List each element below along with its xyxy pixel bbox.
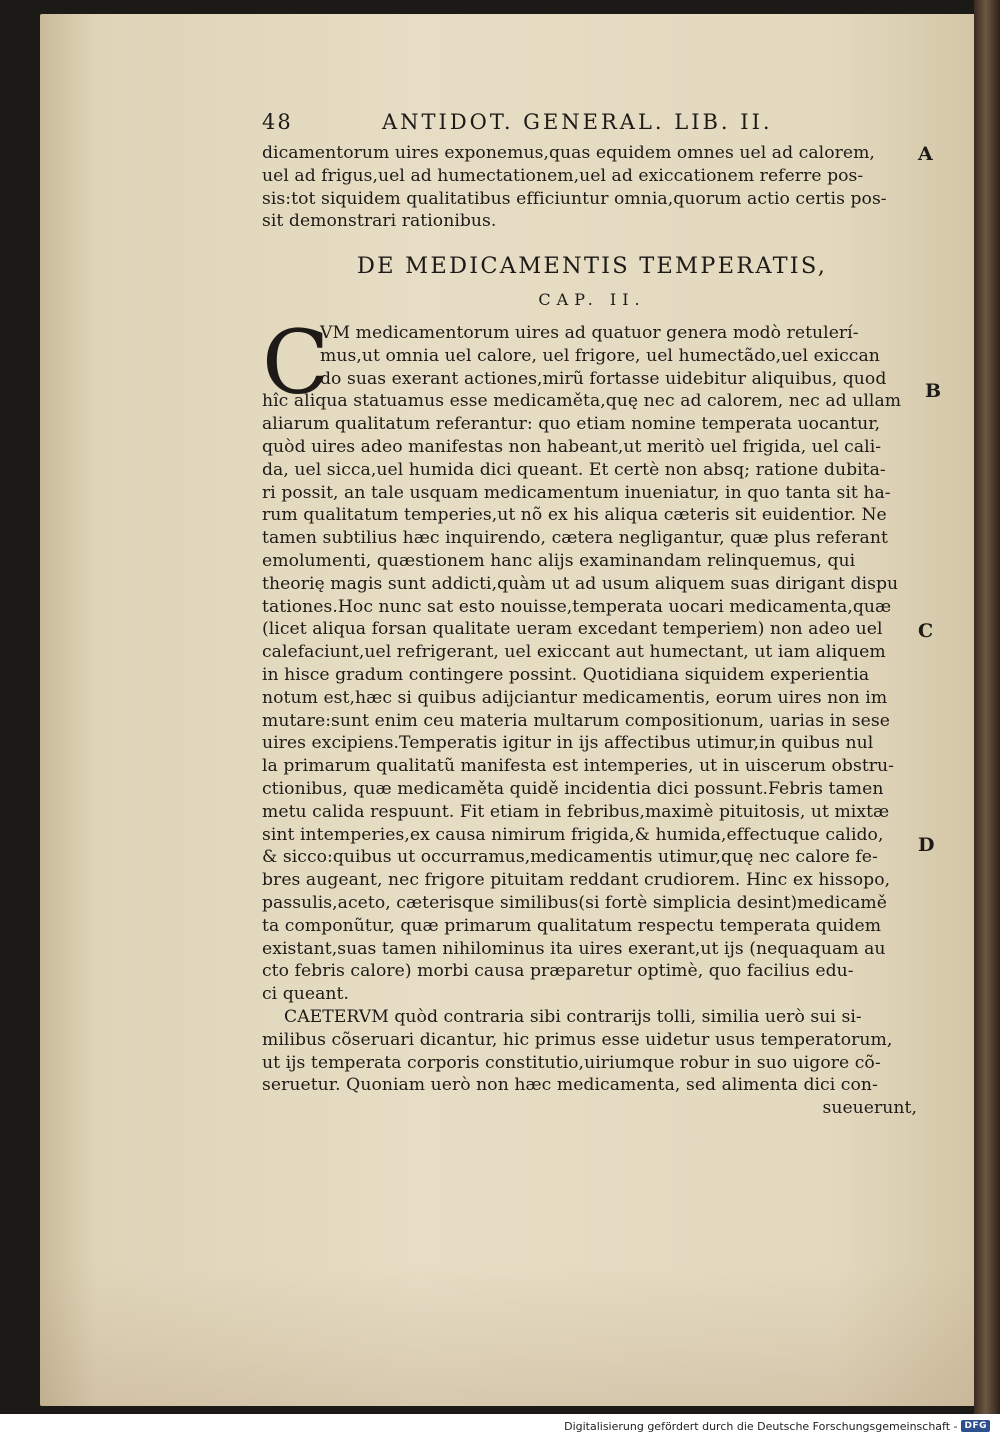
- text-line: (licet aliqua forsan qualitate ueram excedant temperiem) non adeo uel: [262, 619, 883, 640]
- text-line: rum qualitatum temperies,ut nõ ex his aliqua cæteris sit euidentior. Ne: [262, 505, 887, 526]
- text-line: & sicco:quibus ut occurramus,medicamentis utimur,quę nec calore fe-: [262, 847, 878, 868]
- text-line: milibus cõseruari dicantur, hic primus esse uidetur usus temperatorum,: [262, 1029, 893, 1050]
- chapter-number: CAP. II.: [538, 290, 646, 309]
- digitization-credit: [564, 1417, 990, 1435]
- book-edge: [974, 0, 1000, 1414]
- credit-text: Digitalisierung gefördert durch die Deutsche Forschungsgemeinschaft -: [564, 1419, 958, 1433]
- text-line: da, uel sicca,uel humida dici queant. Et certè non absq; ratione dubita-: [262, 459, 886, 480]
- text-line: existant,suas tamen nihilominus ita uires exerant,ut ijs (nequaquam au: [262, 938, 886, 959]
- text-line: ta componũtur, quæ primarum qualitatum respectu temperata quidem: [262, 915, 882, 936]
- text-line: uel ad frigus,uel ad humectationem,uel ad exiccationem referre pos-: [262, 165, 864, 186]
- catchword: sueuerunt,: [822, 1098, 917, 1119]
- text-line: quòd uires adeo manifestas non habeant,ut meritò uel frigida, uel cali-: [262, 436, 882, 457]
- dfg-logo: DFG: [961, 1420, 990, 1432]
- text-line: mutare:sunt enim ceu materia multarum compositionum, uarias in sese: [262, 710, 890, 731]
- text-line: do suas exerant actiones,mirũ fortasse uidebitur aliquibus, quod: [320, 368, 887, 389]
- text-line: mus,ut omnia uel calore, uel frigore, uel humectãdo,uel exiccan: [320, 345, 880, 366]
- margin-letter: C: [918, 620, 934, 642]
- text-line: theorię magis sunt addicti,quàm ut ad usum aliquem suas dirigant dispu: [262, 573, 899, 594]
- text-line: sint intemperies,ex causa nimirum frigida,& humida,effectuque calido,: [262, 824, 884, 845]
- text-line: emolumenti, quæstionem hanc alijs examinandam relinquemus, qui: [262, 550, 856, 571]
- text-line: ri possit, an tale usquam medicamentum inueniatur, in quo tanta sit ha-: [262, 482, 891, 503]
- text-line: sit demonstrari rationibus.: [262, 211, 497, 232]
- running-title: ANTIDOT. GENERAL. LIB. II.: [382, 110, 773, 134]
- text-line: ctionibus, quæ medicaměta quidě incidentia dici possunt.Febris tamen: [262, 778, 884, 799]
- text-line: la primarum qualitatũ manifesta est intemperies, ut in uiscerum obstru-: [262, 756, 895, 777]
- text-line: seruetur. Quoniam uerò non hæc medicamenta, sed alimenta dici con-: [262, 1075, 878, 1096]
- text-line: dicamentorum uires exponemus,quas equidem omnes uel ad calorem,: [262, 143, 875, 163]
- margin-letter: D: [918, 834, 935, 856]
- text-line: passulis,aceto, cæterisque similibus(si fortè simplicia desint)medicamě: [262, 892, 887, 913]
- text-line: metu calida respuunt. Fit etiam in febribus,maximè pituitosis, ut mixtæ: [262, 801, 890, 822]
- chapter-body: [262, 311, 917, 1120]
- text-line: CAETERVM quòd contraria sibi contrarijs tolli, similia uerò sui si-: [284, 1006, 862, 1027]
- text-line: aliarum qualitatum referantur: quo etiam nomine temperata uocantur,: [262, 414, 881, 435]
- text-line: tationes.Hoc nunc sat esto nouisse,temperata uocari medicamenta,quæ: [262, 596, 892, 617]
- text-line: calefaciunt,uel refrigerant, uel exiccant aut humectant, ut iam aliquem: [262, 642, 886, 663]
- intro-text: [262, 142, 917, 233]
- text-line: VM medicamentorum uires ad quatuor genera modò retulerí-: [320, 323, 859, 343]
- text-line: sis:tot siquidem qualitatibus efficiuntur omnia,quorum actio certis pos-: [262, 188, 887, 209]
- text-line: tamen subtilius hæc inquirendo, cætera negligantur, quæ plus referant: [262, 528, 888, 549]
- chapter-heading: DE MEDICAMENTIS TEMPERATIS,: [356, 253, 828, 279]
- margin-letter: A: [918, 143, 933, 165]
- text-line: notum est,hæc si quibus adijciantur medicamentis, eorum uires non im: [262, 687, 888, 708]
- text-line: hîc aliqua statuamus esse medicaměta,quę nec ad calorem, nec ad ullam: [262, 391, 902, 412]
- text-line: uires excipiens.Temperatis igitur in ijs affectibus utimur,in quibus nul: [262, 733, 874, 754]
- text-line: cto febris calore) morbi causa præparetur optimè, quo facilius edu-: [262, 961, 854, 982]
- text-line: ci queant.: [262, 984, 350, 1005]
- running-header: [262, 110, 822, 142]
- text-line: bres augeant, nec frigore pituitam reddant crudiorem. Hinc ex hissopo,: [262, 870, 891, 891]
- drop-capital: C: [262, 311, 330, 414]
- page-number: 48: [262, 110, 293, 134]
- text-line: in hisce gradum contingere possint. Quotidiana siquidem experientia: [262, 664, 870, 685]
- margin-letter: B: [925, 380, 942, 402]
- text-line: ut ijs temperata corporis constitutio,uiriumque robur in suo uigore cõ-: [262, 1052, 881, 1073]
